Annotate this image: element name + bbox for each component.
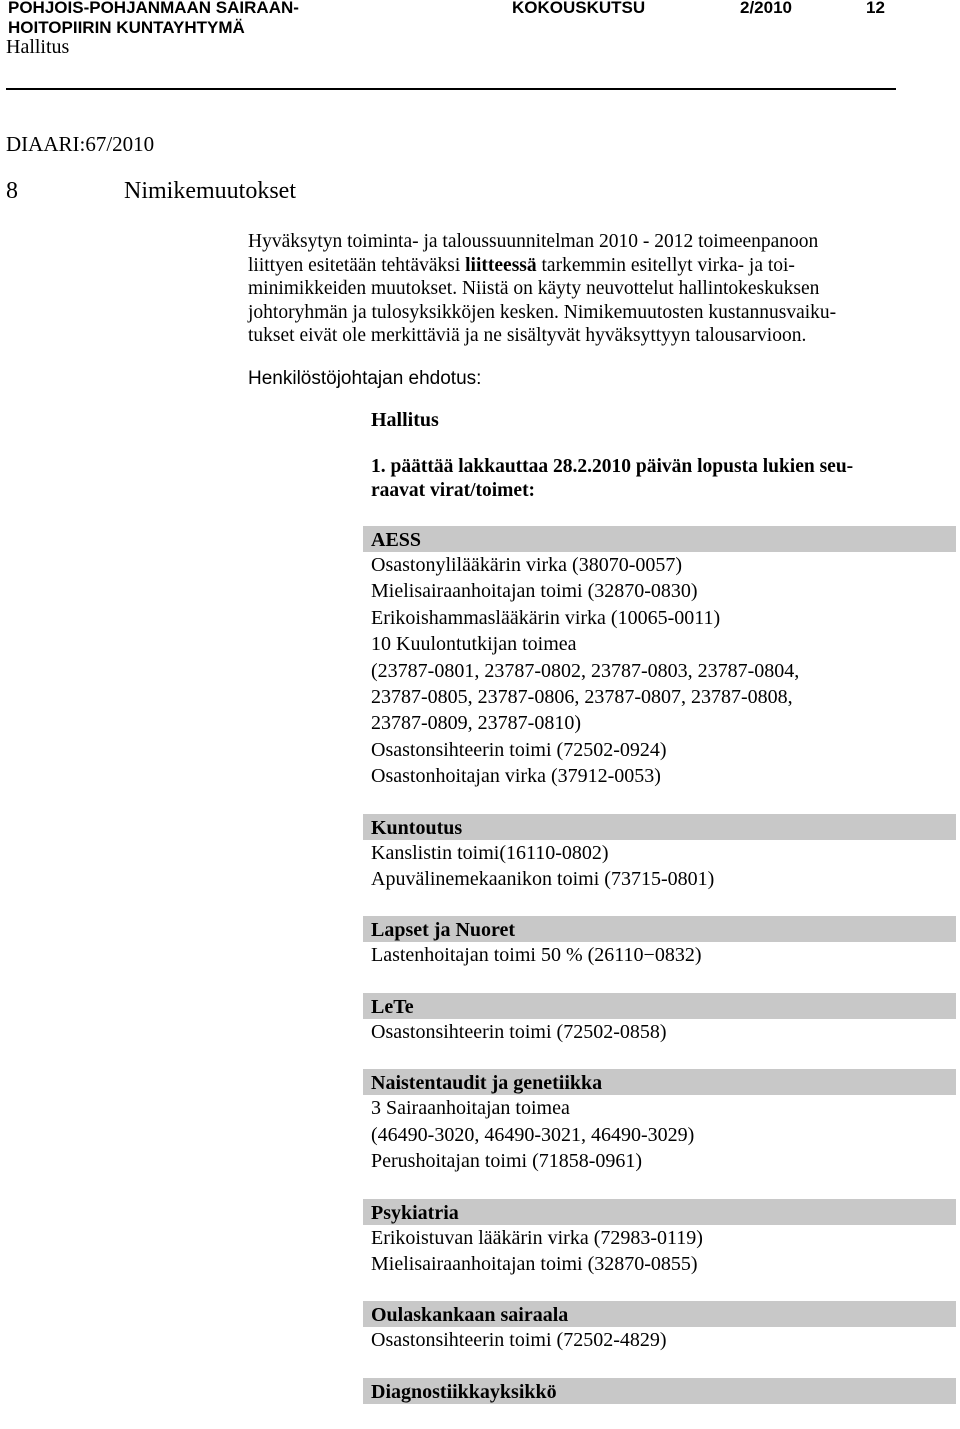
unit-section bbox=[363, 526, 956, 790]
body-line: minimikkeiden muutokset. Niistä on käyty neuvottelut hallintokeskuksen bbox=[248, 278, 820, 299]
unit-heading: Lapset ja Nuoret bbox=[363, 916, 956, 942]
unit-heading: LeTe bbox=[363, 993, 956, 1019]
document-type: KOKOUSKUTSU bbox=[512, 0, 646, 17]
body-text-span: liittyen esitetään tehtäväksi bbox=[248, 254, 466, 276]
position-list bbox=[363, 552, 956, 790]
unit-heading: Naistentaudit ja genetiikka bbox=[363, 1069, 956, 1095]
decision-line: 1. päättää lakkauttaa 28.2.2010 päivän lopusta lukien seu- bbox=[371, 456, 854, 477]
position-item: Apuvälinemekaanikon toimi (73715-0801) bbox=[371, 868, 715, 891]
header-divider bbox=[6, 88, 896, 90]
document-number: 2/2010 bbox=[740, 0, 792, 17]
position-item: Erikoishammaslääkärin virka (10065-0011) bbox=[371, 606, 721, 629]
position-item: Erikoistuvan lääkärin virka (72983-0119) bbox=[371, 1226, 703, 1249]
position-list bbox=[363, 1095, 956, 1174]
position-item: 3 Sairaanhoitajan toimea bbox=[371, 1097, 570, 1120]
organization-name bbox=[8, 0, 299, 38]
body-paragraph bbox=[248, 230, 928, 348]
position-item: Lastenhoitajan toimi 50 % (26110−0832) bbox=[371, 944, 702, 967]
unit-section bbox=[363, 1069, 956, 1174]
unit-section bbox=[363, 1199, 956, 1278]
page-number: 12 bbox=[866, 0, 885, 17]
body-text-span: tarkemmin esitellyt virka- ja toi- bbox=[536, 254, 795, 276]
diaari-number: DIAARI:67/2010 bbox=[6, 132, 155, 156]
position-item: Osastonsihteerin toimi (72502-4829) bbox=[371, 1329, 667, 1352]
organization-name-line1: POHJOIS-POHJANMAAN SAIRAAN- bbox=[8, 0, 299, 17]
position-list bbox=[363, 840, 956, 893]
unit-heading: AESS bbox=[363, 526, 956, 552]
section-title: Hallitus bbox=[6, 36, 70, 58]
position-item: Mielisairaanhoitajan toimi (32870-0855) bbox=[371, 1252, 698, 1275]
position-item: Perushoitajan toimi (71858-0961) bbox=[371, 1150, 643, 1173]
position-list bbox=[363, 1019, 956, 1045]
unit-section bbox=[363, 1301, 956, 1353]
decision-text bbox=[371, 455, 931, 503]
proposer-label: Henkilöstöjohtajan ehdotus: bbox=[248, 368, 482, 389]
unit-section bbox=[363, 916, 956, 968]
position-item: Mielisairaanhoitajan toimi (32870-0830) bbox=[371, 580, 698, 603]
unit-heading: Diagnostiikkayksikkö bbox=[363, 1378, 956, 1404]
body-line bbox=[248, 254, 928, 278]
item-number: 8 bbox=[6, 178, 18, 204]
position-list bbox=[363, 942, 956, 968]
position-item: (23787-0801, 23787-0802, 23787-0803, 23787-0804, bbox=[371, 659, 800, 682]
body-line: tukset eivät ole merkittäviä ja ne sisältyvät hyväksyttyyn talousarvioon. bbox=[248, 325, 807, 346]
unit-section bbox=[363, 814, 956, 893]
position-item: 23787-0809, 23787-0810) bbox=[371, 712, 581, 735]
position-list bbox=[363, 1327, 956, 1353]
position-item: (46490-3020, 46490-3021, 46490-3029) bbox=[371, 1123, 695, 1146]
decision-line: raavat virat/toimet: bbox=[371, 480, 536, 501]
unit-heading: Psykiatria bbox=[363, 1199, 956, 1225]
attachment-reference: liitteessä bbox=[465, 254, 537, 276]
position-item: Osastonylilääkärin virka (38070-0057) bbox=[371, 554, 683, 576]
unit-section bbox=[363, 993, 956, 1045]
unit-section bbox=[363, 1378, 956, 1404]
position-item: 10 Kuulontutkijan toimea bbox=[371, 633, 577, 656]
organization-name-line2: HOITOPIIRIN KUNTAYHTYMÄ bbox=[8, 18, 245, 37]
unit-heading: Oulaskankaan sairaala bbox=[363, 1301, 956, 1327]
decision-body: Hallitus bbox=[371, 409, 439, 431]
position-item: Kanslistin toimi(16110-0802) bbox=[371, 841, 609, 864]
body-line: Hyväksytyn toiminta- ja taloussuunnitelman 2010 - 2012 toimeenpanoon bbox=[248, 231, 819, 252]
units-list bbox=[363, 526, 956, 1428]
position-item: Osastonhoitajan virka (37912-0053) bbox=[371, 765, 661, 788]
item-title: Nimikemuutokset bbox=[124, 178, 296, 204]
position-list bbox=[363, 1225, 956, 1278]
position-item: Osastonsihteerin toimi (72502-0858) bbox=[371, 1020, 667, 1043]
position-item: Osastonsihteerin toimi (72502-0924) bbox=[371, 738, 667, 761]
unit-heading: Kuntoutus bbox=[363, 814, 956, 840]
position-item: 23787-0805, 23787-0806, 23787-0807, 23787-0808, bbox=[371, 686, 793, 709]
body-line: johtoryhmän ja tulosyksikköjen kesken. Nimikemuutosten kustannusvaiku- bbox=[248, 301, 837, 323]
